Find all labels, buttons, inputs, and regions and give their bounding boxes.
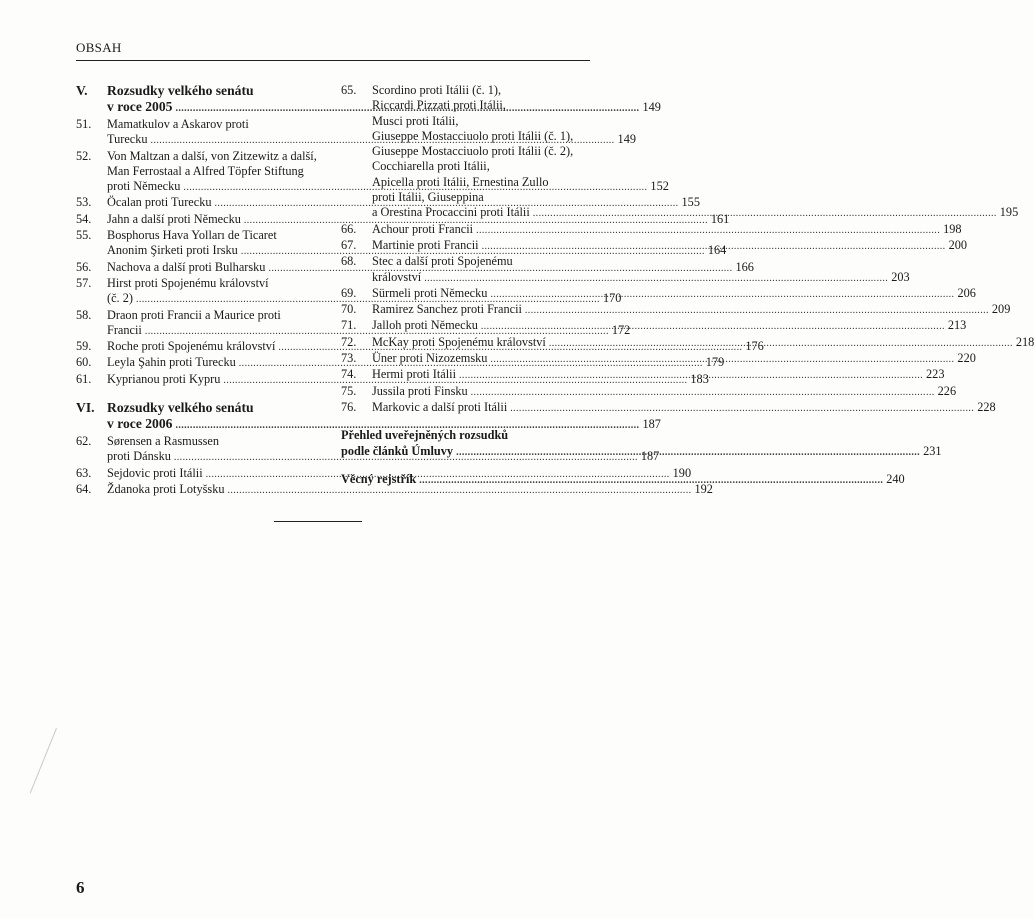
toc-line bbox=[76, 481, 713, 498]
toc-line bbox=[76, 276, 322, 291]
toc-page-number: 152 bbox=[650, 179, 669, 194]
toc-line bbox=[76, 434, 322, 449]
toc-entry-title: proti Německu bbox=[107, 179, 181, 194]
toc-page-number: 149 bbox=[617, 132, 636, 147]
toc-page-number: 176 bbox=[745, 339, 764, 354]
toc-entry-title: Musci proti Itálii, bbox=[372, 113, 459, 128]
toc-line bbox=[341, 254, 589, 269]
toc-entry-number: 59. bbox=[76, 339, 92, 354]
toc-line bbox=[341, 190, 589, 205]
toc-entry-number: V. bbox=[76, 83, 88, 98]
toc-page-number: 190 bbox=[672, 465, 692, 480]
toc-entry-title: Apicella proti Itálii, Ernestina Zullo bbox=[372, 174, 549, 189]
toc-line bbox=[76, 83, 322, 99]
toc-page-number: 228 bbox=[977, 399, 996, 414]
toc-line bbox=[341, 302, 1011, 318]
dot-leader bbox=[490, 352, 954, 367]
toc-line bbox=[76, 400, 322, 416]
toc-entry-title: Anonim Şirketi proti Irsku bbox=[107, 243, 238, 258]
toc-entry-number: 64. bbox=[76, 481, 92, 496]
toc-entry-number: 75. bbox=[341, 383, 357, 398]
toc-line bbox=[341, 83, 589, 98]
toc-entry bbox=[341, 383, 957, 400]
toc-entry-title: Rozsudky velkého senátu bbox=[107, 400, 254, 416]
toc-entry-title: Draon proti Francii a Maurice proti bbox=[107, 307, 281, 322]
toc-entry-number: 67. bbox=[341, 237, 357, 252]
toc-line bbox=[341, 144, 589, 159]
toc-page-number: 170 bbox=[602, 291, 622, 306]
toc-line bbox=[341, 114, 589, 129]
toc-entry bbox=[341, 399, 996, 416]
closing-rule bbox=[274, 521, 362, 522]
toc-entry-number: 52. bbox=[76, 148, 92, 163]
toc-entry-number: 73. bbox=[341, 351, 357, 366]
toc-entry-title: a Orestina Procaccini proti Itálii bbox=[372, 205, 530, 220]
header-rule bbox=[76, 60, 590, 61]
toc-page-number: 220 bbox=[957, 351, 976, 366]
toc-line bbox=[76, 416, 661, 434]
toc-page-number: 192 bbox=[694, 481, 713, 496]
toc-entry-title: Stec a další proti Spojenému bbox=[372, 254, 513, 269]
toc-entry-number: 57. bbox=[76, 275, 92, 290]
toc-entry-number: 58. bbox=[76, 307, 92, 322]
toc-entry-title: Öcalan proti Turecku bbox=[107, 195, 212, 210]
page-number: 6 bbox=[76, 878, 85, 897]
toc-entry-title: Kyprianou proti Kypru bbox=[107, 371, 221, 386]
dot-leader bbox=[482, 239, 946, 254]
dot-leader bbox=[549, 336, 1013, 351]
dot-leader bbox=[481, 319, 945, 334]
toc-entry-title: Achour proti Francii bbox=[372, 221, 474, 236]
toc-entry bbox=[341, 302, 1011, 318]
toc-entry-number: 71. bbox=[341, 318, 357, 333]
toc-page-number: 213 bbox=[947, 318, 967, 333]
toc-line bbox=[341, 159, 589, 174]
toc-entry-title: Man Ferrostaal a Alfred Töpfer Stiftung bbox=[107, 163, 304, 178]
dot-leader bbox=[419, 473, 883, 488]
toc-entry-number: 65. bbox=[341, 83, 357, 97]
toc-entry-title: království bbox=[372, 269, 422, 284]
toc-entry-number: VI. bbox=[76, 400, 95, 416]
toc-page-number: 209 bbox=[991, 302, 1011, 317]
toc-entry-title: Ramirez Sanchez proti Francii bbox=[372, 302, 522, 317]
toc-entry-title: Věcný rejstřík bbox=[341, 471, 417, 486]
toc-line bbox=[341, 175, 589, 190]
toc-entry-title: v roce 2006 bbox=[107, 416, 173, 432]
toc-entry-title: McKay proti Spojenému království bbox=[372, 334, 546, 349]
toc-entry-title: Mamatkulov a Askarov proti bbox=[107, 117, 249, 131]
toc-page-number: 187 bbox=[642, 417, 661, 432]
toc-entry-number: 69. bbox=[341, 285, 357, 300]
dot-leader bbox=[510, 401, 974, 416]
running-head: OBSAH bbox=[76, 40, 122, 55]
toc-line bbox=[341, 383, 957, 400]
toc-line bbox=[341, 221, 962, 238]
toc-entry-title: Giuseppe Mostacciuolo proti Itálii (č. 1), bbox=[372, 128, 574, 143]
toc-page-number: 218 bbox=[1015, 334, 1034, 349]
toc-entry-title: Martinie proti Francii bbox=[372, 237, 479, 252]
toc-entry-number: 61. bbox=[76, 371, 92, 386]
toc-entry-title: proti Itálii, Giuseppina bbox=[372, 190, 484, 205]
toc-entry-number: 76. bbox=[341, 399, 357, 414]
toc-entry-number: 70. bbox=[341, 302, 357, 317]
toc-line bbox=[341, 98, 589, 113]
toc-page-number: 166 bbox=[735, 259, 754, 274]
toc-page-number: 203 bbox=[891, 269, 910, 284]
toc-entry-title: Riccardi Pizzati proti Itálii, bbox=[372, 98, 506, 113]
toc-entry-title: Francii bbox=[107, 322, 142, 337]
toc-entry-number: 51. bbox=[76, 117, 92, 131]
toc-entry-title: Scordino proti Itálii (č. 1), bbox=[372, 83, 502, 97]
toc-entry-title: Roche proti Spojenému království bbox=[107, 339, 276, 354]
dot-leader bbox=[476, 223, 940, 238]
toc-page-number: 187 bbox=[640, 449, 660, 464]
toc-entry-title: Sejdovic proti Itálii bbox=[107, 465, 203, 480]
toc-entry-title: proti Dánsku bbox=[107, 449, 171, 464]
toc-entry-number: 66. bbox=[341, 221, 357, 236]
toc-page-number: 183 bbox=[690, 371, 709, 386]
toc-entry-title: Hirst proti Spojenému království bbox=[107, 275, 269, 290]
toc-entry-title: v roce 2005 bbox=[107, 99, 173, 114]
toc-entry-title: Jussila proti Finsku bbox=[372, 383, 468, 398]
toc-page-number: 200 bbox=[948, 237, 968, 252]
toc-page-number: 198 bbox=[943, 221, 962, 236]
toc-page-number: 226 bbox=[937, 383, 957, 398]
toc-page-number: 161 bbox=[710, 211, 730, 226]
toc-entry-number: 54. bbox=[76, 211, 92, 226]
dot-leader bbox=[459, 368, 923, 383]
dot-leader bbox=[424, 271, 888, 286]
dot-leader bbox=[456, 445, 920, 460]
toc-entry-title: Přehled uveřejněných rozsudků bbox=[341, 428, 509, 443]
toc-entry-number: 74. bbox=[341, 367, 357, 382]
toc-entry bbox=[341, 221, 962, 238]
toc-page-number: 164 bbox=[707, 243, 727, 258]
toc-entry-number: 60. bbox=[76, 355, 92, 370]
toc-page-number: 195 bbox=[999, 205, 1019, 220]
dot-leader bbox=[525, 303, 989, 318]
toc-entry-number: 53. bbox=[76, 195, 92, 210]
toc-page-number: 240 bbox=[886, 471, 905, 486]
toc-entry-title: Jahn a další proti Německu bbox=[107, 211, 241, 226]
toc-entry-number: 62. bbox=[76, 434, 92, 449]
toc-line bbox=[341, 428, 589, 443]
toc-line bbox=[76, 149, 322, 164]
toc-page-number: 206 bbox=[957, 285, 976, 300]
dot-leader bbox=[471, 385, 935, 400]
toc-entry-number: 56. bbox=[76, 259, 92, 274]
dot-leader bbox=[490, 287, 954, 302]
toc-entry-title: Cocchiarella proti Itálii, bbox=[372, 159, 490, 174]
toc-page-number: 155 bbox=[681, 195, 700, 210]
toc-page-number: 149 bbox=[642, 100, 661, 114]
toc-entry-title: Üner proti Nizozemsku bbox=[372, 351, 488, 366]
toc-entry-title: Nachova a další proti Bulharsku bbox=[107, 259, 266, 274]
toc-entry-number: 68. bbox=[341, 254, 357, 269]
toc-entry-title: Turecku bbox=[107, 132, 148, 147]
toc-entry-title: Von Maltzan a další, von Zitzewitz a další, bbox=[107, 148, 317, 163]
toc-entry-title: Sørensen a Rasmussen bbox=[107, 434, 220, 449]
toc-entry-title: Sürmeli proti Německu bbox=[372, 285, 488, 300]
toc-page-number: 179 bbox=[705, 355, 725, 370]
toc-page-number: 223 bbox=[926, 367, 945, 382]
toc-entry-number: 63. bbox=[76, 465, 92, 480]
toc-line bbox=[76, 117, 322, 132]
toc-entry-title: Giuseppe Mostacciuolo proti Itálii (č. 2), bbox=[372, 144, 574, 159]
toc-entry-number: 72. bbox=[341, 334, 357, 349]
toc-entry-title: podle článků Úmluvy bbox=[341, 443, 454, 458]
toc-entry-title: Bosphorus Hava Yolları de Ticaret bbox=[107, 228, 277, 243]
toc-entry bbox=[76, 481, 713, 498]
toc-line bbox=[341, 129, 589, 144]
toc-entry-title: Hermi proti Itálii bbox=[372, 367, 457, 382]
toc-line bbox=[76, 308, 322, 323]
toc-entry-title: Ždanoka proti Lotyšsku bbox=[107, 481, 225, 496]
toc-page-number: 231 bbox=[923, 443, 942, 458]
toc-line bbox=[76, 164, 322, 179]
toc-line bbox=[341, 399, 996, 416]
toc-line bbox=[76, 228, 322, 243]
toc-page-number: 172 bbox=[611, 322, 631, 337]
toc-entry-title: Leyla Şahin proti Turecku bbox=[107, 355, 236, 370]
toc-entry-title: Markovic a další proti Itálii bbox=[372, 399, 508, 414]
toc-entry-title: Jalloh proti Německu bbox=[372, 318, 478, 333]
toc-entry-title: Rozsudky velkého senátu bbox=[107, 83, 254, 98]
toc-line bbox=[341, 269, 910, 286]
dot-leader bbox=[533, 206, 997, 221]
toc-entry-number: 55. bbox=[76, 228, 92, 243]
toc-entry-title: (č. 2) bbox=[107, 291, 133, 306]
scan-artifact-line bbox=[30, 728, 57, 793]
